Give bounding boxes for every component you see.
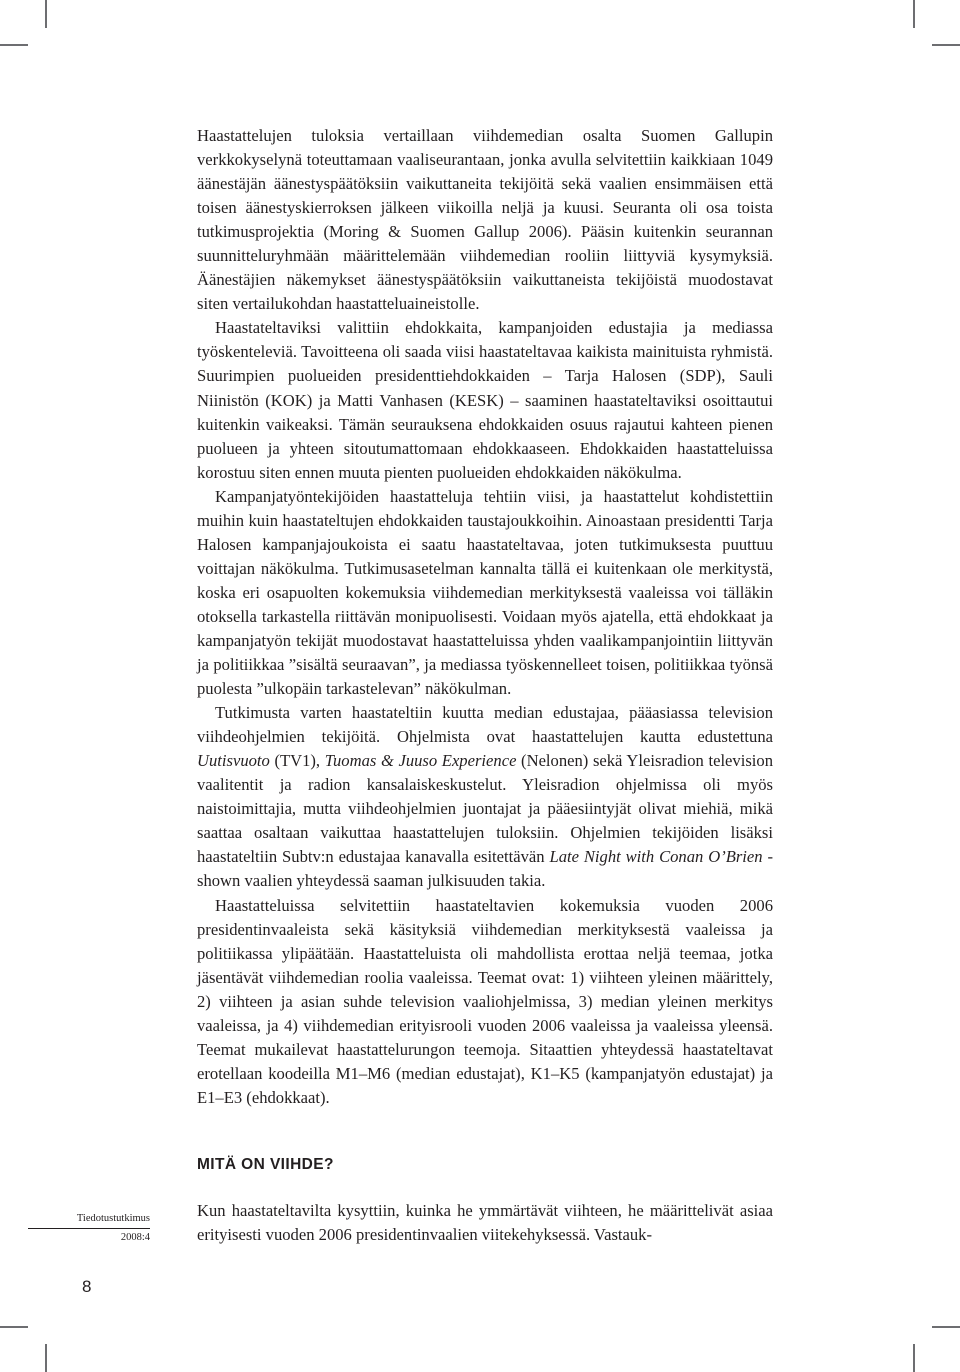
crop-mark-top-right bbox=[913, 0, 915, 28]
journal-series-info bbox=[28, 1212, 150, 1245]
programme-title-uutisvuoto: Uutisvuoto bbox=[197, 751, 270, 771]
series-divider bbox=[28, 1228, 150, 1229]
main-text-column bbox=[197, 124, 773, 1110]
paragraph-4-text-2: (TV1), bbox=[269, 751, 325, 771]
programme-title-late-night: Late Night with Conan O’Brien bbox=[549, 847, 763, 867]
crop-mark-top-left-h bbox=[0, 44, 28, 46]
journal-name: Tiedotustutkimus bbox=[76, 1213, 150, 1224]
paragraph-1: Haastattelujen tuloksia vertaillaan viihdemedian osalta Suomen Gallupin verkkokyselynä toteuttamaan vaaliseurantaan, jonka avulla selvitettiin kaikkiaan 1049 äänestäjän äänestyspäätöksiin vaikuttaneita tekijöitä sekä vaalien ensimmäisen että toisen äänestyskierroksen jälkeen viikoilla neljä ja kuusi. Seuranta oli osa toista tutkimusprojektia (Moring & Suomen Gallup 2006). Pääsin kuitenkin seurannan suunnitteluryhmään määrittelemään viihdemedian rooliin liittyviä kysymyksiä. Äänestäjien näkemykset äänestyspäätöksiin vaikuttaneista tekijöistä muodostavat siten vertailukohdan haastatteluaineistolle. bbox=[197, 126, 773, 314]
section-paragraph: Kun haastateltavilta kysyttiin, kuinka he ymmärtävät viihteen, he määrittelivät asiaa erityisesti vuoden 2006 presidentinvaalien viitekehyksessä. Vastauk- bbox=[197, 1201, 773, 1245]
paragraph-5: Haastatteluissa selvitettiin haastateltavien kokemuksia vuoden 2006 presidentinvaaleista sekä käsityksiä viihdemedian merkityksestä vaaleissa ja politiikassa ylipäätään. Haastatteluista oli mahdollista erottaa neljä teemaa, jotka jäsentävät viihdemedian roolia vaaleissa. Teemat ovat: 1) viihteen yleinen määrittely, 2) viihteen ja asian suhde television vaaliohjelmissa, 3) median yleinen merkitys vaaleissa, ja 4) viihdemedian erityisrooli vuoden 2006 vaaleissa ja vaaleissa yleensä. Teemat mukailevat haastattelurungon teemoja. Sitaattien yhteydessä haastateltavat erotellaan koodeilla M1–M6 (median edustajat), K1–K5 (kampanjatyön edustajat) ja E1–E3 (ehdokkaat). bbox=[197, 895, 773, 1107]
paragraph-4-text-4: -shown vaalien yhteydessä saaman julkisuuden takia. bbox=[197, 847, 773, 891]
crop-mark-bottom-left bbox=[45, 1344, 47, 1372]
paragraph-4-text-3: (Nelonen) sekä Yleisradion television vaalitentit ja radion kansalaiskeskustelut. Yleisradion ohjelmissa oli myös naistoimittajia, mutta viihdeohjelmien juontajat ja pääesiintyjät olivat miehiä, mikä saattaa osaltaan vaikuttaa haastattelujen tuloksiin. Ohjelmien tekijöiden lisäksi haastateltiin Subtv:n edustajaa kanavalla esitettävän bbox=[197, 751, 773, 867]
crop-mark-top-right-h bbox=[932, 44, 960, 46]
crop-mark-bottom-right bbox=[913, 1344, 915, 1372]
crop-mark-bottom-left-h bbox=[0, 1326, 28, 1328]
paragraph-3: Kampanjatyöntekijöiden haastatteluja tehtiin viisi, ja haastattelut kohdistettiin muihin kuin haastateltujen ehdokkaiden taustajoukkoihin. Ainoastaan presidentti Tarja Halosen kampanjajoukoista ei saatu haastateltavaa, joten tutkimuksesta puuttuu voittajan näkökulma. Tutkimusasetelman kannalta tällä ei kuitenkaan ole merkitystä, koska eri osapuolten kokemuksia viihdemedian merkityksestä vaaleissa voi tälläkin otoksella tarkastella riittävän monipuolisesti. Voidaan myös ajatella, että ehdokkaat ja kampanjatyön tekijät muodostavat haastatteluissa yhden vaalikampanjointiin liittyvän ja politiikkaa ”sisältä seuraavan”, ja mediassa työskennelleet toisen, politiikkaa työnsä puolesta ”ulkopäin tarkastelevan” näkökulman. bbox=[197, 486, 773, 699]
journal-issue: 2008:4 bbox=[120, 1232, 150, 1243]
paragraph-4-text-1: Tutkimusta varten haastateltiin kuutta median edustajaa, pääasiassa television viihdeohjelmien tekijöitä. Ohjelmista ovat haastattelujen kautta edustettuna bbox=[197, 703, 773, 747]
crop-mark-top-left bbox=[45, 0, 47, 28]
paragraph-2: Haastateltaviksi valittiin ehdokkaita, kampanjoiden edustajia ja mediassa työskenteleviä. Tavoitteena oli saada viisi haastateltavaa kaikista mainituista ryhmistä. Suurimpien puolueiden presidenttiehdokkaiden – Tarja Halosen (SDP), Sauli Niinistön (KOK) ja Matti Vanhasen (KESK) – saaminen haastateltaviksi osoittautui kuitenkin vaikeaksi. Tämän seurauksena ehdokkaiden osuus rajautui kahteen pienen puolueen ja yhteen sitoutumattomaan ehdokkaaseen. Ehdokkaiden haastatteluissa korostuu siten ennen muuta pienten puolueiden ehdokkaiden näkökulma. bbox=[197, 318, 773, 482]
section-text bbox=[197, 1199, 773, 1247]
section-heading: MITÄ ON VIIHDE? bbox=[197, 1156, 334, 1173]
programme-title-tuomas-juuso: Tuomas & Juuso Experience bbox=[324, 751, 517, 771]
crop-mark-bottom-right-h bbox=[932, 1326, 960, 1328]
paragraph-4 bbox=[197, 701, 773, 893]
page-number: 8 bbox=[82, 1277, 92, 1296]
